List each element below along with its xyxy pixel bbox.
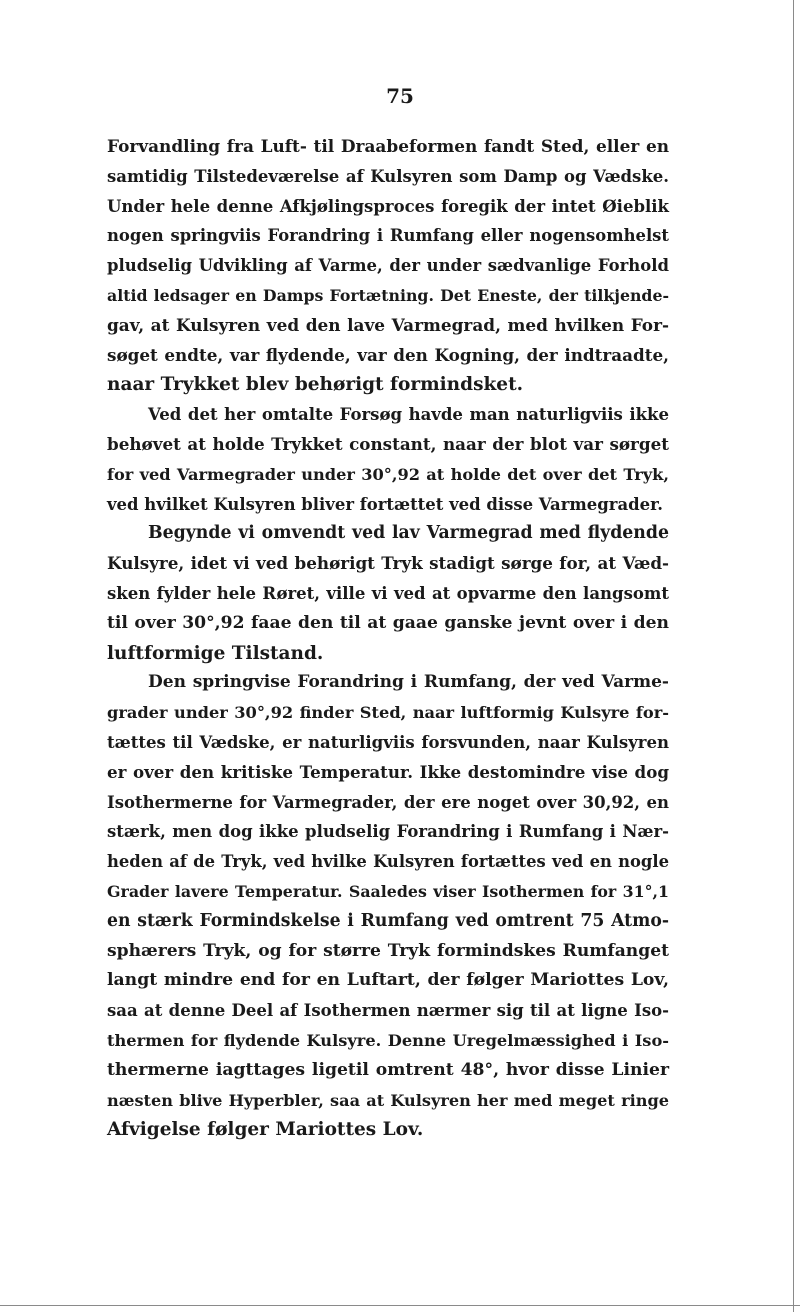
text-line: gav, at Kulsyren ved den lave Varmegrad, med hvilken For- (107, 314, 669, 335)
text-line: for ved Varmegrader under 30°,92 at holde det over det Tryk, (107, 464, 669, 484)
text-line: søget endte, var flydende, var den Kogning, der indtraadte, (107, 344, 669, 365)
text-line: behøvet at holde Trykket constant, naar der blot var sørget (107, 433, 669, 454)
text-line: Forvandling fra Luft- til Draabeformen fandt Sted, eller en (107, 136, 669, 156)
page-bottom-line (0, 1305, 800, 1306)
text-line: er over den kritiske Temperatur. Ikke destomindre vise dog (107, 761, 669, 782)
text-line: Under hele denne Afkjølingsproces foregik der intet Øieblik (107, 195, 669, 216)
text-line: thermen for flydende Kulsyre. Denne Uregelmæssighed i Iso- (107, 1030, 669, 1050)
text-line: samtidig Tilstedeværelse af Kulsyren som Damp og Vædske. (107, 166, 669, 186)
page-edge-line (793, 0, 794, 1312)
text-line: Ved det her omtalte Forsøg havde man naturligviis ikke (148, 404, 669, 425)
text-line: Begynde vi omvendt ved lav Varmegrad med flydende (148, 523, 669, 544)
text-line: næsten blive Hyperbler, saa at Kulsyren her med meget ringe (107, 1090, 669, 1110)
text-line: tættes til Vædske, er naturligviis forsvunden, naar Kulsyren (107, 731, 669, 752)
text-line: Grader lavere Temperatur. Saaledes viser Isothermen for 31°,1 (107, 881, 669, 901)
text-line: langt mindre end for en Luftart, der følger Mariottes Lov, (107, 970, 669, 991)
page-number: 75 (386, 84, 414, 108)
text-line: nogen springviis Forandring i Rumfang eller nogensomhelst (107, 226, 669, 246)
text-line: Den springvise Forandring i Rumfang, der ved Varme- (148, 672, 669, 693)
text-line: luftformige Tilstand. (107, 642, 324, 664)
body-text (107, 132, 669, 1145)
text-line: altid ledsager en Damps Fortætning. Det Eneste, der tilkjende- (107, 285, 669, 305)
text-line: naar Trykket blev behørigt formindsket. (107, 374, 524, 396)
text-line: thermerne iagttages ligetil omtrent 48°, hvor disse Linier (107, 1059, 669, 1080)
text-line: stærk, men dog ikke pludselig Forandring i Rumfang i Nær- (107, 822, 669, 842)
text-line: ved hvilket Kulsyren bliver fortættet ved disse Varmegrader. (107, 494, 663, 514)
text-line: heden af de Tryk, ved hvilke Kulsyren fortættes ved en nogle (107, 852, 669, 872)
text-line: en stærk Formindskelse i Rumfang ved omtrent 75 Atmo- (107, 910, 669, 931)
text-line: Afvigelse følger Mariottes Lov. (107, 1119, 424, 1141)
text-line: grader under 30°,92 finder Sted, naar luftformig Kulsyre for- (107, 703, 669, 723)
text-line: sphærers Tryk, og for større Tryk formindskes Rumfanget (107, 940, 669, 961)
text-line: Isothermerne for Varmegrader, der ere noget over 30,92, en (107, 792, 669, 812)
text-line: pludselig Udvikling af Varme, der under sædvanlige Forhold (107, 256, 669, 276)
text-line: Kulsyre, idet vi ved behørigt Tryk stadigt sørge for, at Væd- (107, 553, 669, 574)
text-line: sken fylder hele Røret, ville vi ved at opvarme den langsomt (107, 582, 669, 603)
text-line: til over 30°,92 faae den til at gaae ganske jevnt over i den (107, 612, 669, 633)
text-line: saa at denne Deel af Isothermen nærmer sig til at ligne Iso- (107, 1000, 669, 1021)
